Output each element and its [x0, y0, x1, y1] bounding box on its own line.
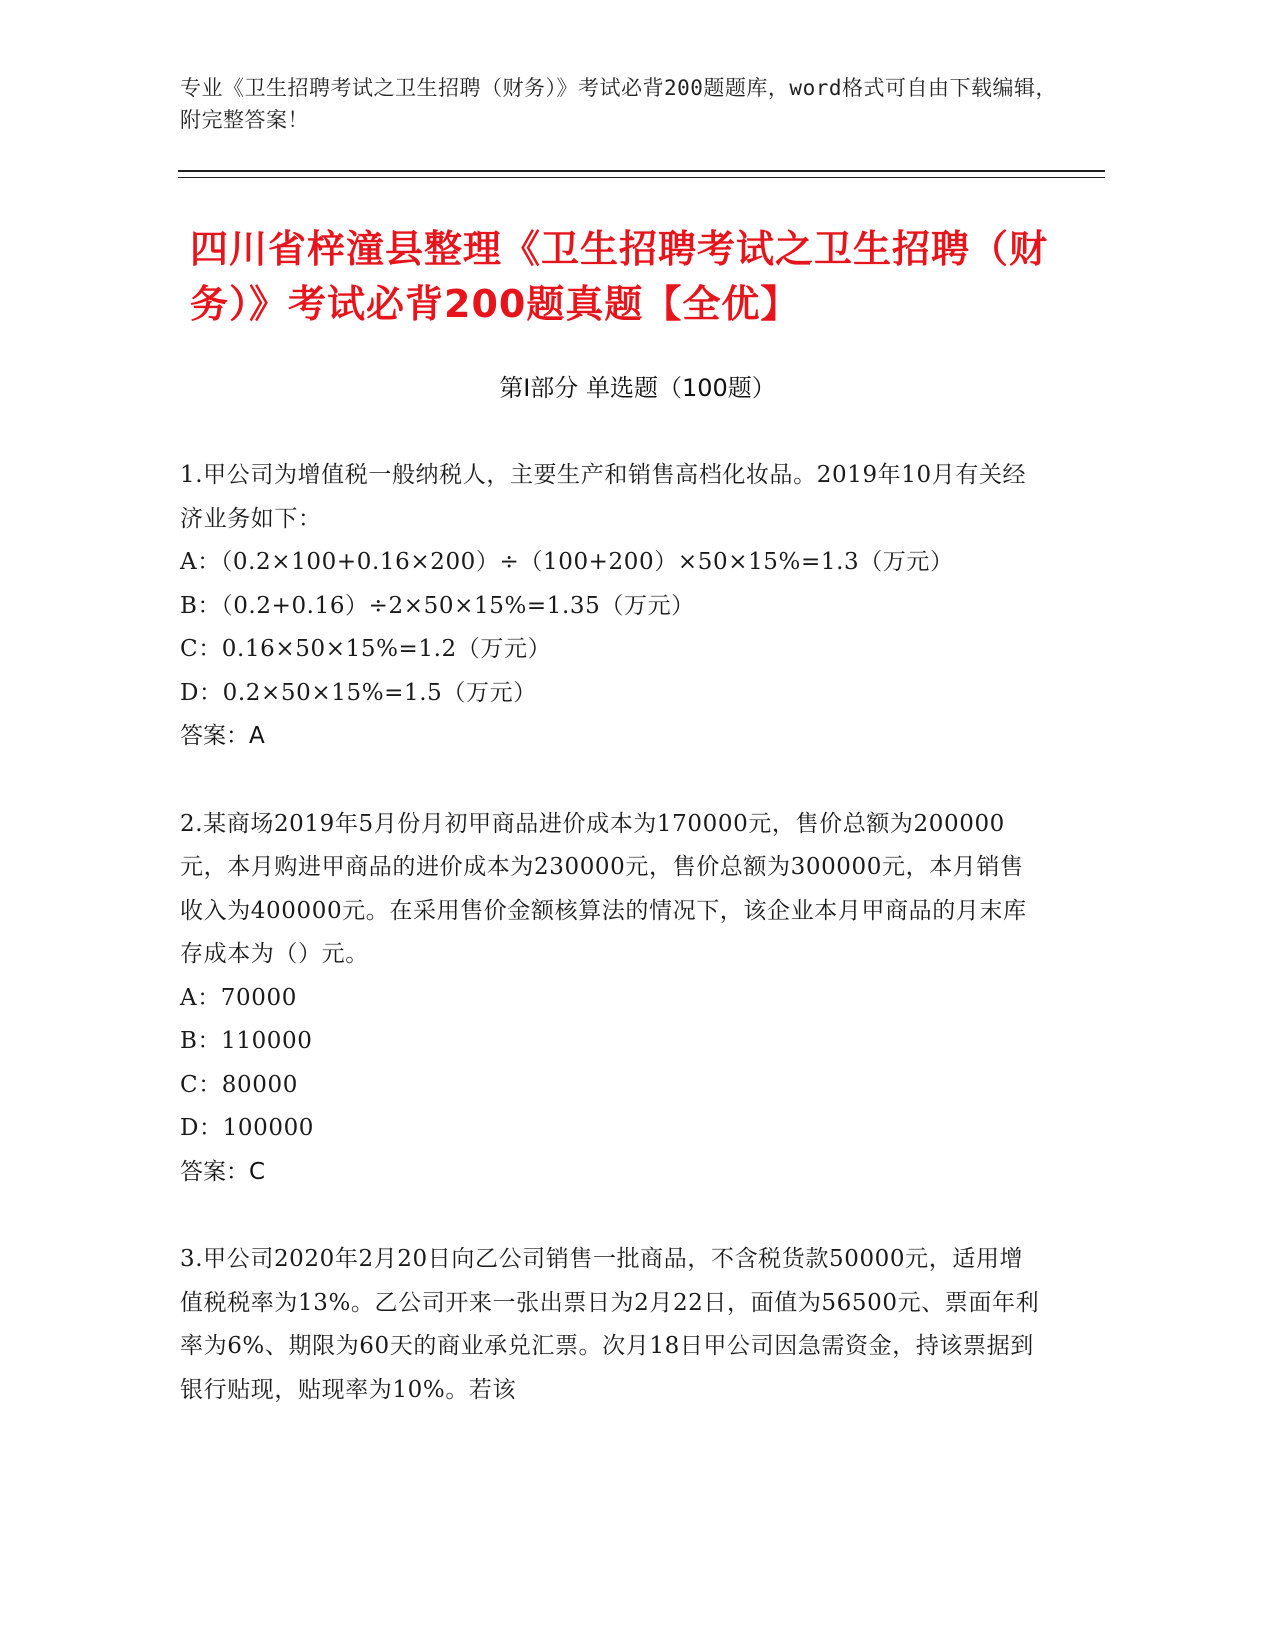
- header-note: 专业《卫生招聘考试之卫生招聘（财务）》考试必背200题题库，word格式可自由下载编辑，附完整答案！: [180, 76, 1057, 132]
- question-text: 3.甲公司2020年2月20日向乙公司销售一批商品，不含税货款50000元，适用增值税税率为13%。乙公司开来一张出票日为2月22日，面值为56500元、票面年利率为6%、期限为60天的商业承兑汇票。次月18日甲公司因急需资金，持该票据到银行贴现，贴现率为10%。若该: [180, 1246, 1040, 1403]
- question-text: 1.甲公司为增值税一般纳税人，主要生产和销售高档化妆品。2019年10月有关经济业务如下：: [180, 462, 1027, 532]
- option-b: B：（0.2+0.16）÷2×50×15%=1.35（万元）: [180, 592, 695, 619]
- question-1: [180, 454, 1040, 759]
- answer-line: 答案：A: [180, 723, 265, 749]
- question-2: [180, 803, 1040, 1195]
- document-title: 四川省梓潼县整理《卫生招聘考试之卫生招聘（财务）》考试必背200题真题【全优】: [190, 227, 1049, 326]
- option-d: D：0.2×50×15%=1.5（万元）: [180, 679, 537, 706]
- option-c: C：0.16×50×15%=1.2（万元）: [180, 636, 552, 662]
- question-3: [180, 1238, 1040, 1412]
- header-divider-thick: [178, 170, 1105, 172]
- option-a: A：（0.2×100+0.16×200）÷（100+200）×50×15%=1.3（万元）: [180, 549, 954, 575]
- option-b: B：110000: [180, 1028, 313, 1054]
- question-list: [180, 454, 1040, 1456]
- answer-line: 答案：C: [180, 1158, 266, 1185]
- question-text: 2.某商场2019年5月份月初甲商品进价成本为170000元，售价总额为200000元，本月购进甲商品的进价成本为230000元，售价总额为300000元，本月销售收入为400000元。在采用售价金额核算法的情况下，该企业本月甲商品的月末库存成本为（）元。: [180, 810, 1027, 967]
- option-a: A：70000: [180, 984, 297, 1011]
- header-divider-thin: [178, 177, 1105, 178]
- option-d: D：100000: [180, 1115, 315, 1141]
- option-c: C：80000: [180, 1071, 298, 1098]
- section-heading: 第Ⅰ部分 单选题（100题）: [499, 374, 776, 402]
